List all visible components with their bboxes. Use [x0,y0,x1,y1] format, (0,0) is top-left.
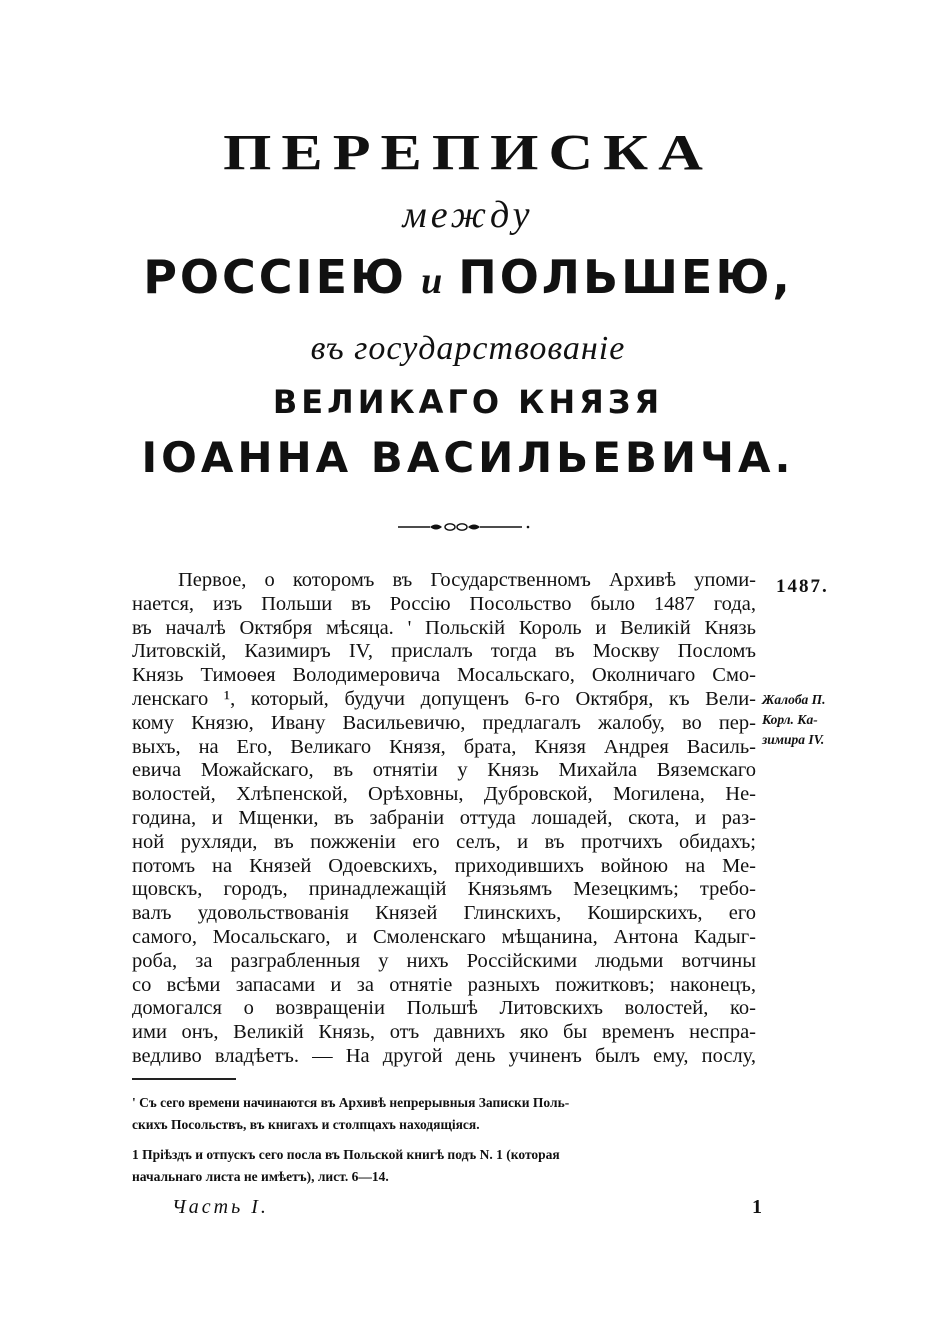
footnote-line: скихъ Посольствъ, въ книгахъ и столпцахъ находящіяся. [132,1117,480,1132]
body-line: кому Князю, Ивану Васильевичю, предлагалъ жалобу, во пер- [132,711,756,734]
margin-note-line: зимира IV. [762,732,825,747]
footnote-line: ' Съ сего времени начинаются въ Архивѣ непрерывныя Записки Поль- [132,1095,570,1110]
body-text [132,569,756,1069]
body-line: домогался о возвращеніи Польшѣ Литовскихъ волостей, ко- [132,997,756,1020]
footnote-line: 1 Пріѣздъ и отпускъ сего посла въ Польской книгѣ подъ N. 1 (которая [132,1147,560,1162]
title-line-perepiska: ПЕРЕПИСКА [223,125,713,181]
body-line: со всѣми запасами и за отнятіе разныхъ пожитковъ; наконецъ, [132,973,756,996]
body-line: ими онъ, Великій Князь, отъ давнихъ яко бы временъ неспра- [132,1021,756,1044]
body-line: година, и Мщенки, въ забраніи оттуда лошадей, скота, и раз- [132,806,756,829]
body-line: ленскаго ¹, который, будучи допущенъ 6-го Октября, къ Вели- [132,687,756,710]
body-line: волостей, Хлѣпенской, Орѣховны, Дубровской, Могилена, Не- [132,783,756,806]
title-line-countries [100,244,836,314]
title-russia: РОССІЕЮ [143,250,408,304]
page-number: 1 [752,1196,762,1218]
footnote-2 [132,1144,756,1188]
body-line: валъ удовольствованія Князей Глинскихъ, Коширскихъ, его [132,902,756,925]
footnotes [132,1092,756,1196]
body-line: самого, Мосальскаго, и Смоленскаго мѣщанина, Антона Кадыг- [132,925,756,948]
title-poland: ПОЛЬШЕЮ, [458,250,793,304]
title-block [100,118,836,488]
body-line: евича Можайскаго, въ отнятіи у Князь Михайла Вяземскаго [132,759,756,782]
margin-note [762,690,842,750]
divider-ornament [398,520,538,534]
title-line-mezhdu: между [402,194,534,236]
title-line-ioann: ІОАННА ВАСИЛЬЕВИЧА. [141,433,795,482]
body-line: въ началѣ Октября мѣсяца. ' Польскій Король и Великій Князь [132,616,756,639]
title-and: и [421,260,445,302]
footer-part: Часть I. [172,1196,269,1218]
footnote-rule [132,1078,236,1080]
body-line: роба, за разграбленныя у нихъ Россійскими людьми вотчины [132,949,756,972]
body-line: ведливо владѣетъ. — На другой день учиненъ былъ ему, послу, [132,1044,756,1067]
body-line: ной рухляди, въ пожженіи его селъ, и въ протчихъ обидахъ; [132,830,756,853]
footnote-line: начальнаго листа не имѣетъ), лист. 6—14. [132,1169,389,1184]
title-line-reign: въ государствованіе [310,330,626,367]
margin-note-line: Жалоба П. [762,692,826,707]
margin-year: 1487. [776,576,829,597]
title-line-grand-prince: ВЕЛИКАГО КНЯЗЯ [272,383,664,421]
body-line: нается, изъ Польши въ Россію Посольство было 1487 года, [132,592,756,615]
body-line: Литовскій, Казимиръ IV, прислалъ тогда въ Москву Посломъ [132,640,756,663]
body-line: Князь Тимоѳея Володимеровича Мосальскаго, Околничаго Смо- [132,664,756,687]
margin-note-line: Корл. Ка- [762,712,818,727]
body-line: щовскъ, городъ, принадлежащій Князьямъ Мезецкимъ; требо- [132,878,756,901]
body-line: Первое, о которомъ въ Государственномъ Архивѣ упоми- [178,569,756,591]
body-line: выхъ, на Его, Великаго Князя, брата, Князя Андрея Василь- [132,735,756,758]
body-line: потомъ на Князей Одоевскихъ, приходившихъ войною на Ме- [132,854,756,877]
footnote-1 [132,1092,756,1136]
